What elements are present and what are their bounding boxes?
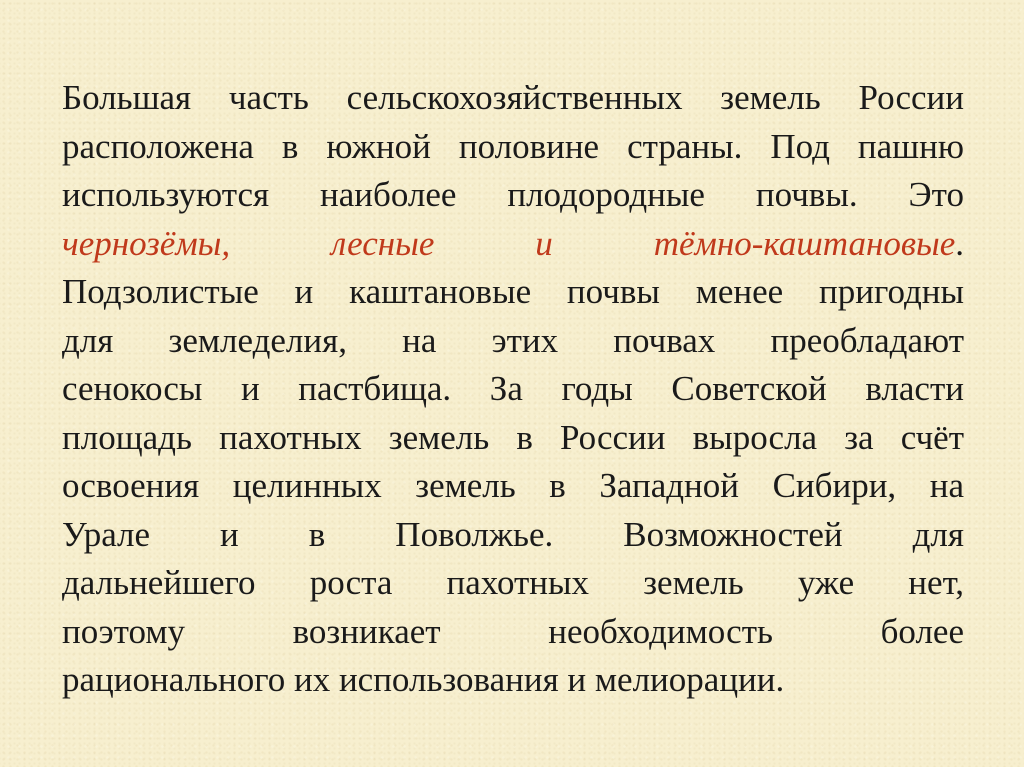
text-line: Большая часть сельскохозяйственных земель России (62, 78, 964, 117)
text-line: расположена в южной половине страны. Под пашню (62, 126, 964, 166)
text-line: освоения целинных земель в Западной Сибири, на (62, 466, 964, 505)
text-line: Урале и в Поволжье. Возможностей для (62, 514, 964, 554)
highlight-dark-chestnut: тёмно-каштановые (653, 223, 956, 263)
text-line: сенокосы и пастбища. За годы Советской власти (62, 369, 964, 408)
text-line: поэтому возникает необходимость более (62, 611, 964, 651)
text-line-highlighted-soils (62, 220, 964, 269)
text-line: для земледелия, на этих почвах преобладают (62, 320, 964, 360)
text-line: площадь пахотных земель в России выросла за счёт (62, 417, 964, 457)
highlight-forest: лесные (331, 223, 435, 263)
highlight-chernozems: чернозёмы, (62, 223, 231, 263)
text-line: рационального их использования и мелиорации. (62, 660, 785, 699)
text-line: дальнейшего роста пахотных земель уже нет, (62, 563, 964, 602)
paragraph-text (62, 74, 964, 705)
period: . (955, 223, 965, 263)
text-line: Подзолистые и каштановые почвы менее пригодны (62, 272, 964, 311)
text-line: используются наиболее плодородные почвы. Это (62, 175, 964, 214)
highlight-and: и (535, 223, 553, 263)
